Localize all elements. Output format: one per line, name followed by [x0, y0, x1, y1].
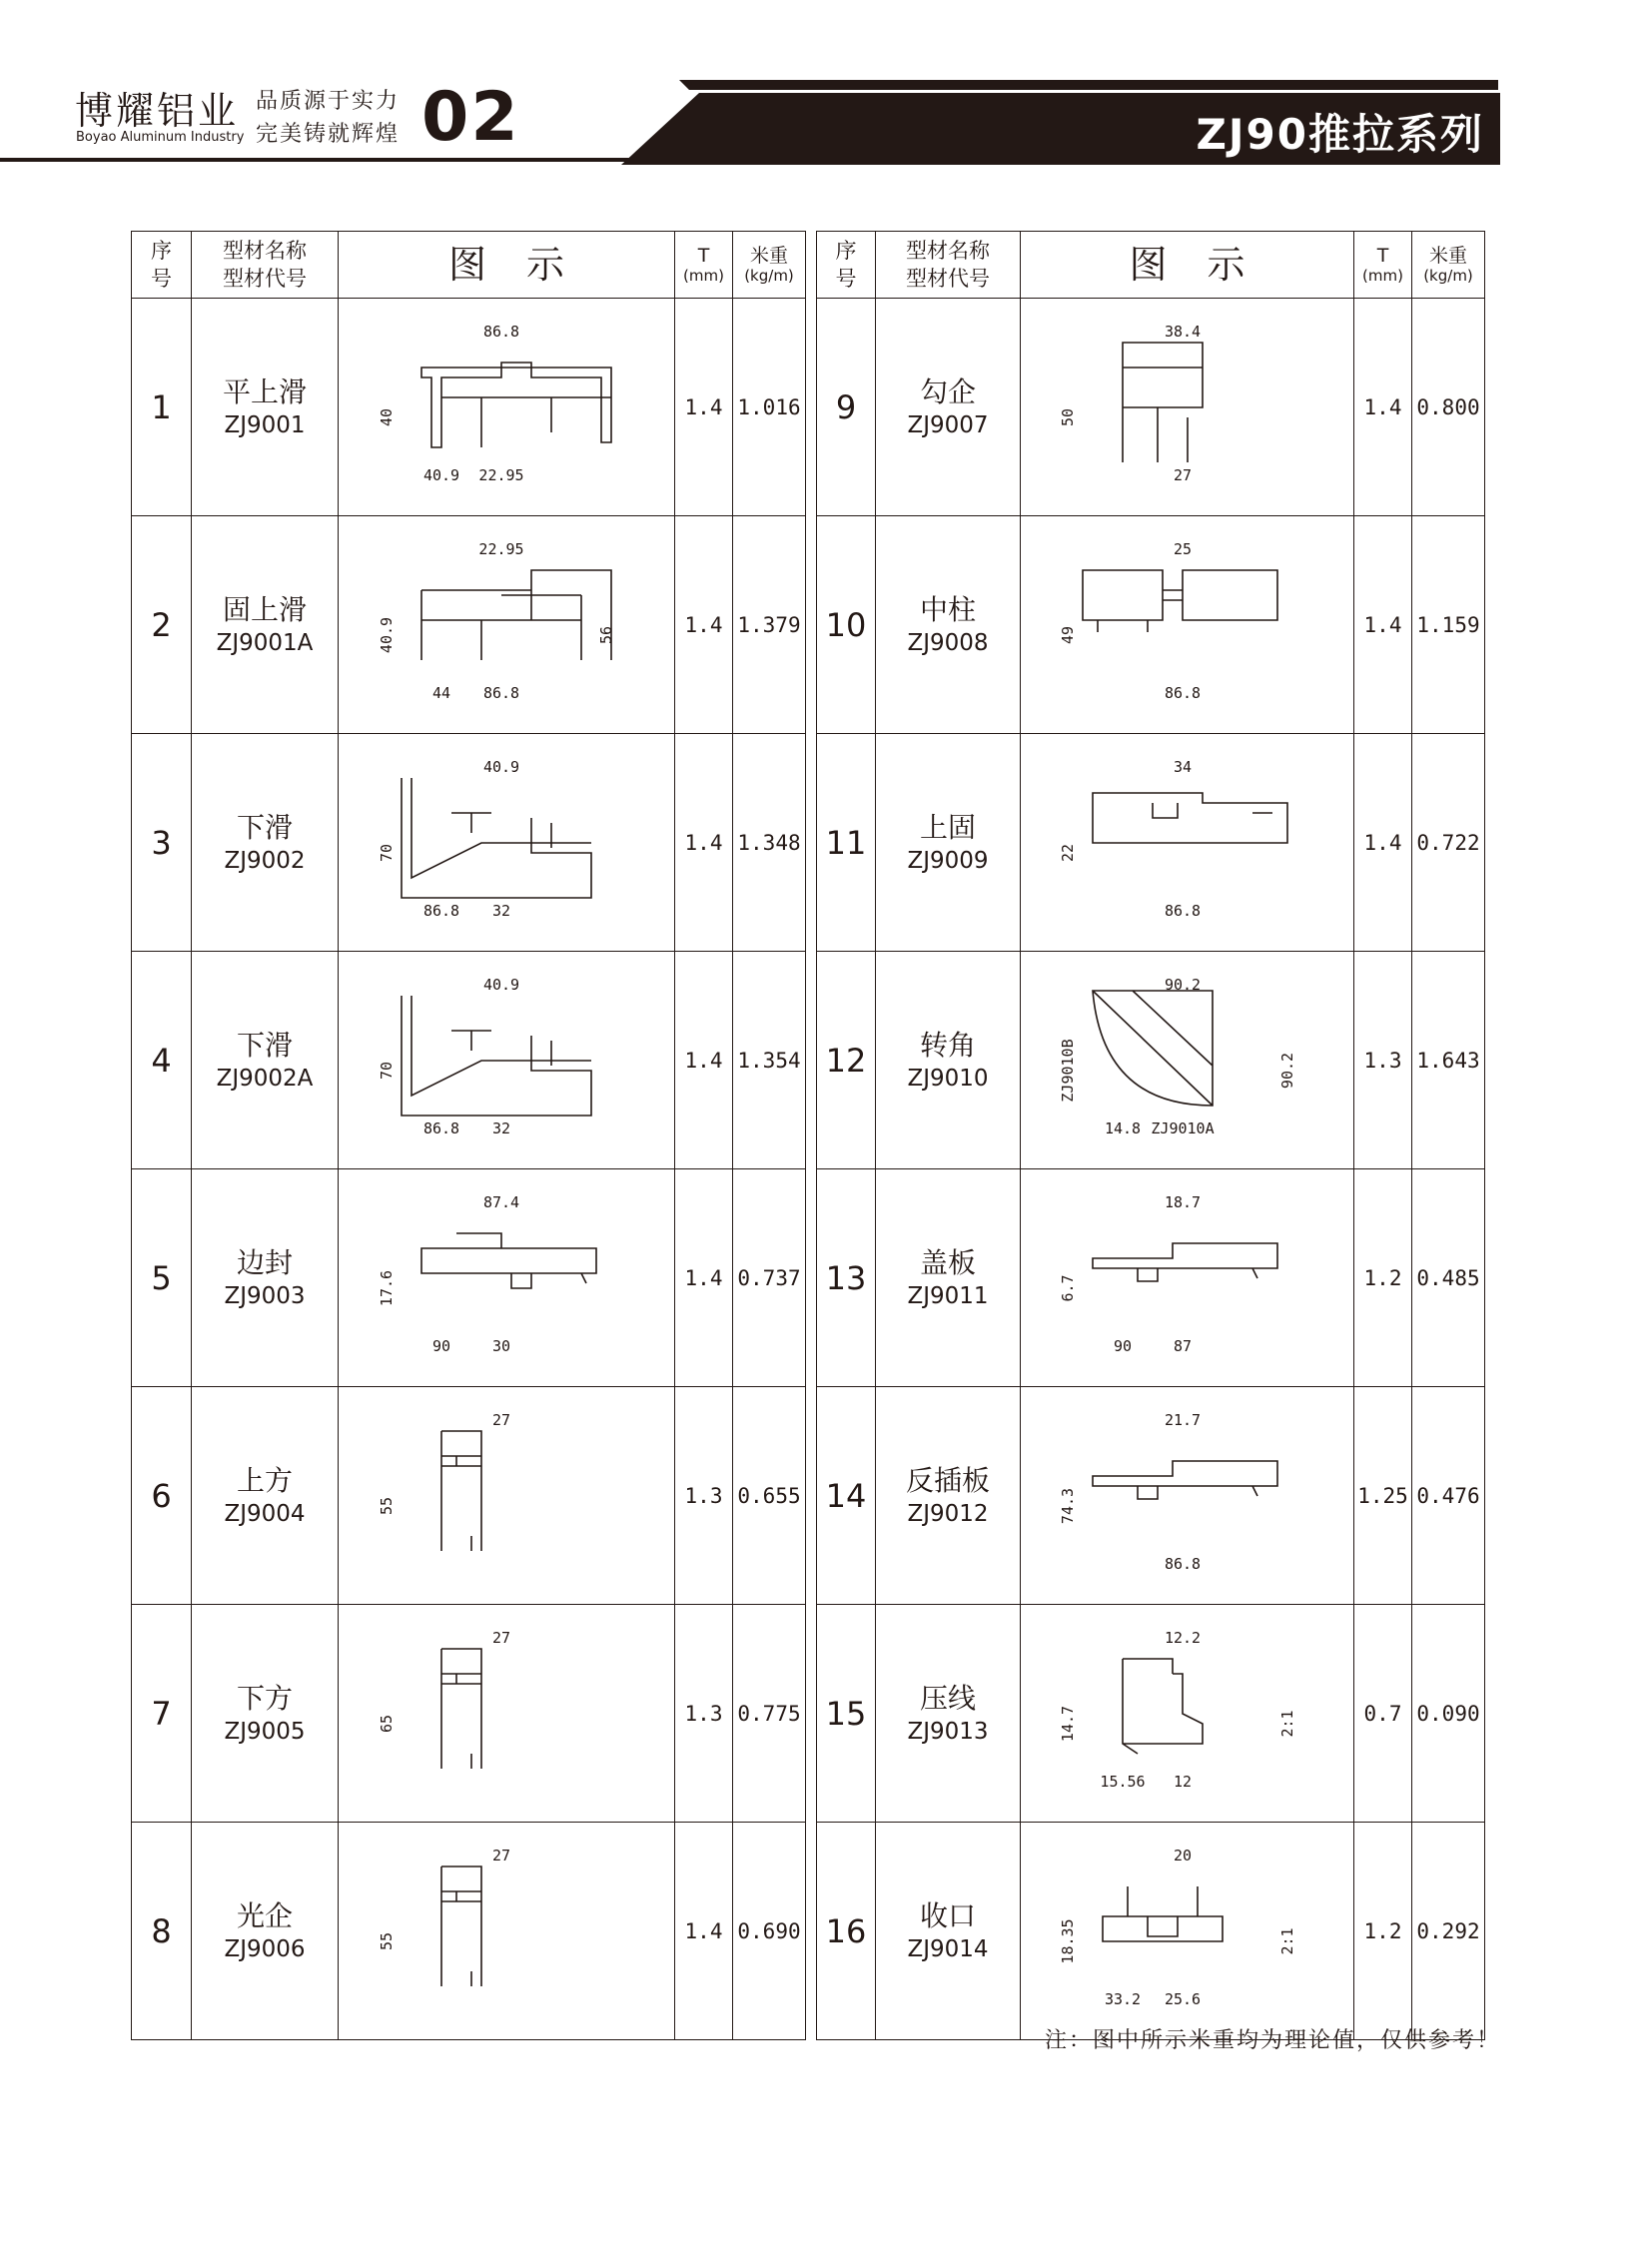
- row-thickness: 1.3: [675, 1605, 733, 1823]
- header-seq: 序 号: [132, 232, 192, 299]
- row-drawing: [339, 1605, 675, 1823]
- dimension-label: 38.4: [1164, 322, 1201, 341]
- dimension-label: 44: [431, 683, 451, 702]
- row-weight: 0.737: [733, 1169, 806, 1387]
- row-name-code: [192, 299, 339, 516]
- row-name-code: [876, 516, 1021, 734]
- row-thickness: 1.4: [675, 952, 733, 1169]
- row-drawing: [339, 952, 675, 1169]
- product-code: ZJ9002A: [216, 1065, 314, 1092]
- dimension-label: 90: [431, 1336, 451, 1355]
- dimension-label: 22.95: [478, 539, 524, 558]
- product-code: ZJ9001: [224, 411, 306, 438]
- product-name: 下滑: [236, 1028, 293, 1062]
- dimension-labels: [378, 323, 524, 484]
- profile-drawing: [1058, 757, 1312, 928]
- table-header-row: [817, 232, 1485, 299]
- dimension-labels: [378, 540, 615, 702]
- row-thickness: 1.3: [675, 1387, 733, 1605]
- row-drawing: [1021, 952, 1354, 1169]
- product-name: 中柱: [919, 592, 976, 626]
- dimension-label: ZJ9010A: [1150, 1119, 1215, 1137]
- product-code: ZJ9003: [224, 1282, 306, 1309]
- dimension-label: 40.9: [378, 616, 396, 653]
- row-name-code: [876, 952, 1021, 1169]
- row-name-code: [876, 1823, 1021, 2040]
- row-thickness: 1.4: [1354, 299, 1412, 516]
- row-weight: 1.159: [1412, 516, 1485, 734]
- dimension-label: 27: [491, 1628, 511, 1647]
- dimension-label: 40.9: [482, 975, 520, 994]
- product-code: ZJ9009: [907, 847, 989, 874]
- dimension-label: 32: [491, 1119, 511, 1137]
- row-seq: 5: [132, 1169, 192, 1387]
- dimension-label: 2:1: [1277, 1709, 1296, 1738]
- product-code: ZJ9008: [907, 629, 989, 656]
- dimension-label: 15.56: [1099, 1772, 1146, 1791]
- product-row: [132, 1823, 806, 2040]
- product-name: 盖板: [919, 1245, 976, 1279]
- dimension-label: 18.7: [1164, 1192, 1201, 1211]
- row-name-code: [876, 299, 1021, 516]
- product-row: [817, 952, 1485, 1169]
- row-name-code: [876, 1169, 1021, 1387]
- dimension-label: 55: [378, 1496, 396, 1515]
- row-drawing: [1021, 1169, 1354, 1387]
- product-code: ZJ9007: [907, 411, 989, 438]
- dimension-label: 27: [1173, 465, 1192, 484]
- row-name-code: [192, 1387, 339, 1605]
- product-code: ZJ9004: [224, 1500, 306, 1527]
- footnote: 注：图中所示米重均为理论值，仅供参考！: [1044, 2028, 1500, 2053]
- header-name-code: 型材名称 型材代号: [192, 232, 339, 299]
- dimension-label: 14.8: [1104, 1119, 1141, 1137]
- row-weight: 0.485: [1412, 1169, 1485, 1387]
- row-seq: 12: [817, 952, 876, 1169]
- header-thickness: T (mm): [1354, 232, 1412, 299]
- profile-drawing: [378, 975, 631, 1145]
- product-table-right: [816, 231, 1485, 2040]
- product-row: [817, 1169, 1485, 1387]
- dimension-label: 22: [1058, 843, 1077, 862]
- dimension-labels: [378, 1629, 510, 1733]
- product-row: [132, 1605, 806, 1823]
- dimension-labels: [1059, 758, 1201, 920]
- row-thickness: 1.3: [1354, 952, 1412, 1169]
- profile-drawing: [378, 1192, 631, 1363]
- row-weight: 1.379: [733, 516, 806, 734]
- brand-name-cn: 博耀铝业: [75, 89, 240, 133]
- product-row: [817, 516, 1485, 734]
- product-row: [817, 1387, 1485, 1605]
- row-weight: 0.722: [1412, 734, 1485, 952]
- slogan-line-1: 品质源于实力: [256, 89, 401, 114]
- row-weight: 1.348: [733, 734, 806, 952]
- row-drawing: [339, 734, 675, 952]
- row-thickness: 1.4: [675, 734, 733, 952]
- brand-name-en: Boyao Aluminum Industry: [76, 130, 245, 145]
- row-seq: 8: [132, 1823, 192, 2040]
- dimension-labels: [1059, 1411, 1201, 1573]
- row-name-code: [876, 1605, 1021, 1823]
- dimension-label: 22.95: [478, 465, 524, 484]
- dimension-label: 74.3: [1058, 1487, 1077, 1524]
- dimension-labels: [378, 1411, 510, 1515]
- product-code: ZJ9013: [907, 1718, 989, 1745]
- product-table-left: [131, 231, 806, 2040]
- row-drawing: [339, 1387, 675, 1605]
- dimension-label: 40.9: [482, 757, 520, 776]
- dimension-label: 86.8: [482, 683, 520, 702]
- dimension-label: 86.8: [1164, 683, 1201, 702]
- table-header-row: [132, 232, 806, 299]
- dimension-label: 18.35: [1058, 1917, 1077, 1964]
- row-thickness: 1.25: [1354, 1387, 1412, 1605]
- profile-drawing: [378, 539, 631, 710]
- dimension-label: 90: [1113, 1336, 1132, 1355]
- row-drawing: [1021, 734, 1354, 952]
- dimension-label: 30: [491, 1336, 511, 1355]
- profile-drawing: [1058, 1628, 1312, 1799]
- profile-drawing: [378, 1410, 631, 1581]
- row-name-code: [876, 1387, 1021, 1605]
- dimension-labels: [1059, 1193, 1201, 1355]
- row-name-code: [192, 1169, 339, 1387]
- header-figure: 图示: [1021, 232, 1354, 299]
- row-thickness: 1.4: [675, 1169, 733, 1387]
- profile-drawing: [1058, 1192, 1312, 1363]
- row-drawing: [339, 299, 675, 516]
- page-header: [0, 0, 1652, 170]
- row-weight: 0.655: [733, 1387, 806, 1605]
- dimension-label: 40.9: [422, 465, 460, 484]
- dimension-label: 6.7: [1058, 1273, 1077, 1302]
- dimension-label: 17.6: [378, 1269, 396, 1306]
- header-weight: 米重 (kg/m): [1412, 232, 1485, 299]
- row-drawing: [339, 1169, 675, 1387]
- dimension-label: 27: [491, 1410, 511, 1429]
- dimension-labels: [1059, 323, 1201, 484]
- page-number: 02: [421, 78, 520, 157]
- product-row: [132, 1169, 806, 1387]
- header-thickness: T (mm): [675, 232, 733, 299]
- product-code: ZJ9002: [224, 847, 306, 874]
- dimension-label: 27: [491, 1846, 511, 1865]
- profile-drawing: [378, 1628, 631, 1799]
- row-name-code: [192, 952, 339, 1169]
- row-weight: 0.090: [1412, 1605, 1485, 1823]
- header-figure: 图示: [339, 232, 675, 299]
- row-weight: 1.016: [733, 299, 806, 516]
- row-name-code: [876, 734, 1021, 952]
- profile-drawing: [1058, 322, 1312, 492]
- row-weight: 0.775: [733, 1605, 806, 1823]
- row-seq: 11: [817, 734, 876, 952]
- row-seq: 10: [817, 516, 876, 734]
- dimension-label: 86.8: [482, 322, 520, 341]
- dimension-label: 90.2: [1164, 975, 1201, 994]
- dimension-label: 25: [1173, 539, 1192, 558]
- row-name-code: [192, 1823, 339, 2040]
- product-name: 上方: [236, 1463, 293, 1497]
- product-code: ZJ9012: [907, 1500, 989, 1527]
- dimension-labels: [378, 976, 519, 1137]
- dimension-labels: [378, 1847, 510, 1950]
- row-seq: 14: [817, 1387, 876, 1605]
- row-drawing: [1021, 1605, 1354, 1823]
- dimension-label: 86.8: [1164, 901, 1201, 920]
- row-thickness: 1.4: [675, 1823, 733, 2040]
- dimension-label: 70: [378, 1061, 396, 1080]
- profile-drawing: [378, 322, 631, 492]
- row-seq: 4: [132, 952, 192, 1169]
- dimension-label: 70: [378, 843, 396, 862]
- dimension-label: 55: [378, 1931, 396, 1950]
- product-row: [817, 299, 1485, 516]
- dimension-labels: [1059, 540, 1201, 702]
- row-thickness: 1.4: [675, 516, 733, 734]
- row-drawing: [339, 1823, 675, 2040]
- row-drawing: [339, 516, 675, 734]
- profile-drawing: [1058, 539, 1312, 710]
- product-row: [817, 1605, 1485, 1823]
- product-row: [132, 734, 806, 952]
- product-name: 平上滑: [222, 374, 307, 408]
- row-drawing: [1021, 1387, 1354, 1605]
- header-weight: 米重 (kg/m): [733, 232, 806, 299]
- product-row: [132, 1387, 806, 1605]
- row-thickness: 1.4: [1354, 516, 1412, 734]
- dimension-label: 25.6: [1164, 1989, 1201, 2008]
- row-seq: 16: [817, 1823, 876, 2040]
- row-seq: 3: [132, 734, 192, 952]
- dimension-label: 65: [378, 1714, 396, 1733]
- row-drawing: [1021, 1823, 1354, 2040]
- row-weight: 0.690: [733, 1823, 806, 2040]
- row-weight: 0.476: [1412, 1387, 1485, 1605]
- row-thickness: 1.2: [1354, 1823, 1412, 2040]
- profile-drawing: [1058, 1846, 1312, 2016]
- dimension-label: 21.7: [1164, 1410, 1201, 1429]
- profile-drawing: [378, 1846, 631, 2016]
- row-seq: 1: [132, 299, 192, 516]
- dimension-label: 86.8: [422, 1119, 460, 1137]
- row-weight: 1.643: [1412, 952, 1485, 1169]
- product-name: 转角: [919, 1028, 976, 1062]
- dimension-label: 12.2: [1164, 1628, 1201, 1647]
- row-thickness: 1.2: [1354, 1169, 1412, 1387]
- row-thickness: 0.7: [1354, 1605, 1412, 1823]
- row-seq: 2: [132, 516, 192, 734]
- row-name-code: [192, 1605, 339, 1823]
- dimension-labels: [1059, 1629, 1296, 1791]
- product-row: [817, 1823, 1485, 2040]
- dimension-label: 20: [1173, 1846, 1192, 1865]
- row-name-code: [192, 516, 339, 734]
- product-code: ZJ9014: [907, 1935, 989, 1962]
- profile-drawing: [1058, 1410, 1312, 1581]
- product-row: [132, 299, 806, 516]
- profile-drawing: [1058, 975, 1312, 1145]
- row-drawing: [1021, 299, 1354, 516]
- product-code: ZJ9005: [224, 1718, 306, 1745]
- product-name: 下滑: [236, 810, 293, 844]
- row-seq: 7: [132, 1605, 192, 1823]
- dimension-label: 86.8: [1164, 1554, 1201, 1573]
- product-code: ZJ9006: [224, 1935, 306, 1962]
- product-name: 光企: [236, 1898, 293, 1932]
- dimension-label: 90.2: [1277, 1052, 1296, 1089]
- product-name: 下方: [236, 1681, 293, 1715]
- product-name: 勾企: [919, 374, 976, 408]
- dimension-label: 14.7: [1058, 1705, 1077, 1742]
- dimension-labels: [378, 1193, 519, 1355]
- dimension-label: 50: [1058, 407, 1077, 426]
- row-weight: 1.354: [733, 952, 806, 1169]
- row-seq: 6: [132, 1387, 192, 1605]
- product-name: 收口: [919, 1898, 976, 1932]
- dimension-label: 86.8: [422, 901, 460, 920]
- product-code: ZJ9010: [907, 1065, 989, 1092]
- dimension-label: ZJ9010B: [1058, 1038, 1077, 1103]
- dimension-label: 49: [1058, 625, 1077, 644]
- profile-drawing: [378, 757, 631, 928]
- row-seq: 13: [817, 1169, 876, 1387]
- dimension-label: 32: [491, 901, 511, 920]
- dimension-label: 87: [1173, 1336, 1192, 1355]
- row-thickness: 1.4: [1354, 734, 1412, 952]
- slogan-line-2: 完美铸就辉煌: [256, 122, 401, 147]
- dimension-label: 87.4: [482, 1192, 520, 1211]
- dimension-label: 34: [1173, 757, 1192, 776]
- product-name: 压线: [919, 1681, 976, 1715]
- product-row: [817, 734, 1485, 952]
- series-title: ZJ90推拉系列: [1196, 110, 1484, 159]
- dimension-label: 33.2: [1104, 1989, 1141, 2008]
- dimension-label: 56: [597, 625, 615, 644]
- product-name: 反插板: [905, 1463, 990, 1497]
- dimension-label: 12: [1173, 1772, 1192, 1791]
- dimension-labels: [378, 758, 519, 920]
- row-weight: 0.800: [1412, 299, 1485, 516]
- product-row: [132, 516, 806, 734]
- product-name: 边封: [236, 1245, 293, 1279]
- header-seq: 序 号: [817, 232, 876, 299]
- dimension-label: 40: [378, 407, 396, 426]
- row-weight: 0.292: [1412, 1823, 1485, 2040]
- product-name: 上固: [919, 810, 976, 844]
- product-code: ZJ9011: [907, 1282, 989, 1309]
- row-thickness: 1.4: [675, 299, 733, 516]
- product-name: 固上滑: [222, 592, 307, 626]
- product-code: ZJ9001A: [216, 629, 314, 656]
- row-drawing: [1021, 516, 1354, 734]
- row-seq: 15: [817, 1605, 876, 1823]
- row-name-code: [192, 734, 339, 952]
- dimension-label: 2:1: [1277, 1926, 1296, 1955]
- header-name-code: 型材名称 型材代号: [876, 232, 1021, 299]
- product-row: [132, 952, 806, 1169]
- row-seq: 9: [817, 299, 876, 516]
